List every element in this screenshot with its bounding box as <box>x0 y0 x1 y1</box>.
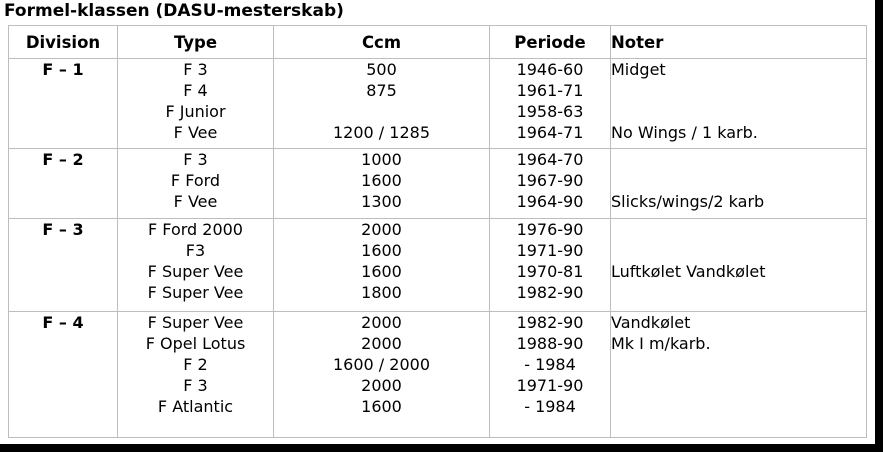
noter-cell-column <box>611 219 867 312</box>
type-value: F 2 <box>183 355 208 374</box>
periode-value: 1988-90 <box>516 334 584 353</box>
ccm-value: 500 <box>366 60 397 79</box>
noter-value <box>611 240 866 261</box>
document-title: Formel-klassen (DASU-mesterskab) <box>4 1 344 21</box>
division-cell <box>9 312 118 438</box>
header-division: Division <box>9 26 118 59</box>
table-header-row <box>9 26 867 59</box>
periode-value: 1971-90 <box>516 376 584 395</box>
noter-value <box>611 149 866 170</box>
type-cell-column <box>118 59 274 149</box>
ccm-value <box>274 101 489 122</box>
periode-value: - 1984 <box>524 397 576 416</box>
periode-value: - 1984 <box>524 355 576 374</box>
type-value: F Super Vee <box>147 313 244 332</box>
division-cell <box>9 59 118 149</box>
periode-value: 1964-90 <box>516 192 584 211</box>
periode-cell-column <box>490 59 611 149</box>
noter-value <box>611 282 866 303</box>
ccm-value: 2000 <box>361 220 402 239</box>
periode-cell-column <box>490 149 611 219</box>
ccm-value: 1600 <box>361 397 402 416</box>
type-value: F Super Vee <box>147 283 244 302</box>
division-cell <box>9 219 118 312</box>
type-value: F Opel Lotus <box>145 334 246 353</box>
periode-value: 1961-71 <box>516 81 584 100</box>
ccm-value: 1600 / 2000 <box>333 355 430 374</box>
table-row <box>9 149 867 219</box>
noter-value <box>611 396 866 417</box>
header-type: Type <box>118 26 274 59</box>
ccm-cell-column <box>274 219 490 312</box>
periode-value: 1964-71 <box>516 123 584 142</box>
periode-value: 1976-90 <box>516 220 584 239</box>
ccm-value: 1600 <box>361 262 402 281</box>
type-cell-column <box>118 149 274 219</box>
ccm-cell-column <box>274 312 490 438</box>
ccm-value: 1600 <box>361 241 402 260</box>
type-value: F Vee <box>173 192 218 211</box>
noter-value: Mk I m/karb. <box>611 334 711 353</box>
noter-value: Vandkølet <box>611 313 691 332</box>
type-value: F Ford 2000 <box>148 220 243 239</box>
noter-cell-column <box>611 59 867 149</box>
periode-value: 1970-81 <box>516 262 584 281</box>
type-value: F 4 <box>183 81 208 100</box>
ccm-value: 1200 / 1285 <box>333 123 430 142</box>
periode-value: 1971-90 <box>516 241 584 260</box>
division-label: F – 3 <box>42 220 84 239</box>
ccm-value: 875 <box>366 81 397 100</box>
type-value: F 3 <box>183 150 208 169</box>
ccm-value: 2000 <box>361 313 402 332</box>
noter-value: Midget <box>611 60 666 79</box>
type-value: F Junior <box>165 102 226 121</box>
ccm-value: 2000 <box>361 334 402 353</box>
table-row <box>9 219 867 312</box>
type-value: F Atlantic <box>157 397 234 416</box>
ccm-value: 1600 <box>361 171 402 190</box>
ccm-value: 1800 <box>361 283 402 302</box>
periode-value: 1946-60 <box>516 60 584 79</box>
division-label: F – 2 <box>42 150 84 169</box>
header-periode: Periode <box>490 26 611 59</box>
noter-value <box>611 101 866 122</box>
ccm-cell-column <box>274 59 490 149</box>
table-row <box>9 59 867 149</box>
noter-value <box>611 354 866 375</box>
division-label: F – 4 <box>42 313 84 332</box>
noter-value: No Wings / 1 karb. <box>611 123 758 142</box>
ccm-value: 1300 <box>361 192 402 211</box>
noter-value: Slicks/wings/2 karb <box>611 192 765 211</box>
periode-value: 1982-90 <box>516 313 584 332</box>
formula-classes-table <box>8 25 867 438</box>
header-noter: Noter <box>611 26 867 59</box>
header-ccm: Ccm <box>274 26 490 59</box>
noter-cell-column <box>611 312 867 438</box>
periode-cell-column <box>490 312 611 438</box>
periode-value: 1967-90 <box>516 171 584 190</box>
periode-value: 1982-90 <box>516 283 584 302</box>
type-value: F Ford <box>170 171 221 190</box>
table-row <box>9 312 867 438</box>
noter-cell-column <box>611 149 867 219</box>
noter-value <box>611 375 866 396</box>
ccm-value: 1000 <box>361 150 402 169</box>
ccm-value: 2000 <box>361 376 402 395</box>
noter-value <box>611 170 866 191</box>
type-cell-column <box>118 219 274 312</box>
type-cell-column <box>118 312 274 438</box>
ccm-cell-column <box>274 149 490 219</box>
type-value: F 3 <box>183 60 208 79</box>
noter-value <box>611 219 866 240</box>
periode-value: 1964-70 <box>516 150 584 169</box>
noter-value: Luftkølet Vandkølet <box>611 262 766 281</box>
division-label: F – 1 <box>42 60 84 79</box>
type-value: F Vee <box>173 123 218 142</box>
type-value: F3 <box>185 241 206 260</box>
division-cell <box>9 149 118 219</box>
periode-cell-column <box>490 219 611 312</box>
type-value: F 3 <box>183 376 208 395</box>
noter-value <box>611 80 866 101</box>
type-value: F Super Vee <box>147 262 244 281</box>
periode-value: 1958-63 <box>516 102 584 121</box>
